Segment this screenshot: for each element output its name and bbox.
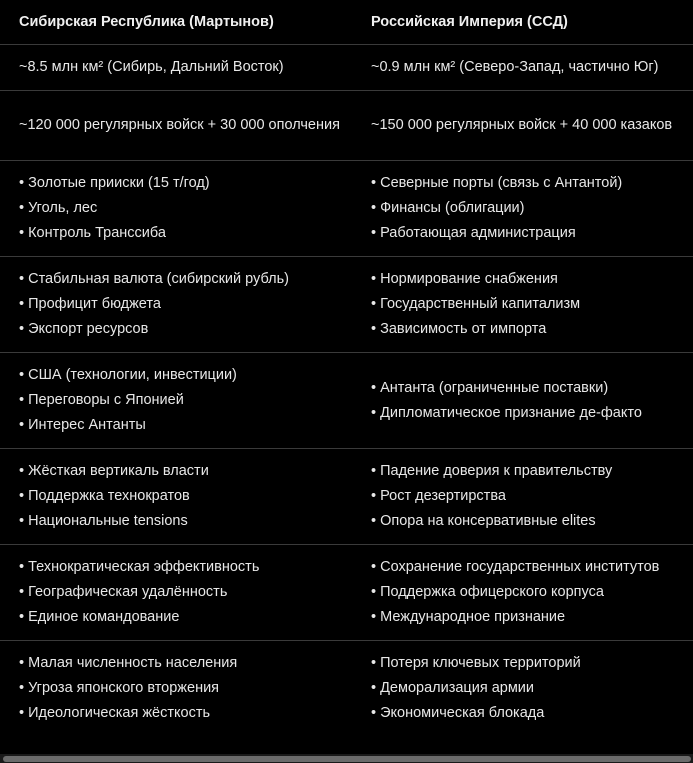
list-item: • США (технологии, инвестиции) — [19, 367, 237, 383]
column-header-empire: Российская Империя (ССД) — [352, 0, 693, 45]
table-cell — [0, 45, 352, 91]
table-row — [0, 91, 693, 161]
list-item: • Уголь, лес — [19, 200, 98, 216]
list-item: • Рост дезертирства — [371, 488, 506, 504]
column-header-siberia: Сибирская Республика (Мартынов) — [0, 0, 352, 45]
list-item: • Дипломатическое признание де-факто — [371, 404, 642, 421]
cell-line: ~150 000 регулярных войск + 40 000 казаков — [371, 117, 673, 133]
list-item: • Контроль Транссиба — [19, 225, 166, 241]
table-header-row — [0, 0, 693, 45]
cell-line: ~0.9 млн км² (Северо-Запад, частично Юг) — [371, 59, 659, 75]
table-row — [0, 45, 693, 91]
table-cell — [352, 45, 693, 91]
list-item: • Профицит бюджета — [19, 296, 161, 312]
list-item: • Опора на консервативные elites — [371, 513, 596, 529]
table-row — [0, 545, 693, 641]
list-item: • Сохранение государственных институтов — [371, 559, 660, 575]
table-cell — [0, 91, 352, 161]
list-item: • Работающая администрация — [371, 225, 576, 241]
list-item: • Северные порты (связь с Антантой) — [371, 175, 623, 191]
list-item: • Угроза японского вторжения — [19, 680, 220, 696]
list-item: • Потеря ключевых территорий — [371, 655, 581, 671]
list-item: • Технократическая эффективность — [19, 559, 260, 575]
list-item: • Единое командование — [19, 609, 180, 625]
list-item: • Падение доверия к правительству — [371, 463, 613, 479]
cell-line: ~120 000 регулярных войск + 30 000 ополчения — [19, 117, 340, 133]
list-item: • Государственный капитализм — [371, 296, 581, 312]
table-cell — [352, 161, 693, 257]
list-item: • Международное признание — [371, 609, 566, 625]
table-cell — [352, 449, 693, 545]
table-cell — [352, 91, 693, 161]
list-item: • Национальные tensions — [19, 513, 188, 529]
list-item: • Идеологическая жёсткость — [19, 705, 211, 721]
list-item: • Жёсткая вертикаль власти — [19, 463, 209, 479]
table-cell — [0, 161, 352, 257]
table-cell — [352, 641, 693, 737]
list-item: • Зависимость от импорта — [371, 321, 547, 337]
cell-line: ~8.5 млн км² (Сибирь, Дальний Восток) — [19, 59, 284, 75]
list-item: • Нормирование снабжения — [371, 271, 558, 287]
list-item: • Золотые прииски (15 т/год) — [19, 175, 210, 191]
table-cell — [352, 353, 693, 449]
list-item: • Стабильная валюта (сибирский рубль) — [19, 271, 289, 287]
list-item: • Деморализация армии — [371, 680, 535, 696]
table-cell — [0, 545, 352, 641]
table-cell — [0, 641, 352, 737]
scrollbar-thumb[interactable] — [3, 756, 691, 762]
horizontal-scrollbar[interactable] — [0, 754, 693, 763]
list-item: • Финансы (облигации) — [371, 200, 525, 216]
list-item: • Экономическая блокада — [371, 705, 545, 721]
list-item: • Географическая удалённость — [19, 584, 228, 600]
list-item: • Переговоры с Японией — [19, 392, 184, 408]
table-row — [0, 449, 693, 545]
list-item: • Экспорт ресурсов — [19, 321, 149, 337]
list-item: • Антанта (ограниченные поставки) — [371, 379, 609, 396]
table-cell — [352, 257, 693, 353]
table-cell — [352, 545, 693, 641]
list-item: • Поддержка офицерского корпуса — [371, 584, 604, 600]
list-item: • Малая численность населения — [19, 655, 238, 671]
table-cell — [0, 353, 352, 449]
list-item: • Интерес Антанты — [19, 417, 146, 433]
table-row — [0, 641, 693, 737]
table-row — [0, 257, 693, 353]
table-cell — [0, 257, 352, 353]
list-item: • Поддержка технократов — [19, 488, 190, 504]
table-row — [0, 161, 693, 257]
table-cell — [0, 449, 352, 545]
table-row — [0, 353, 693, 449]
